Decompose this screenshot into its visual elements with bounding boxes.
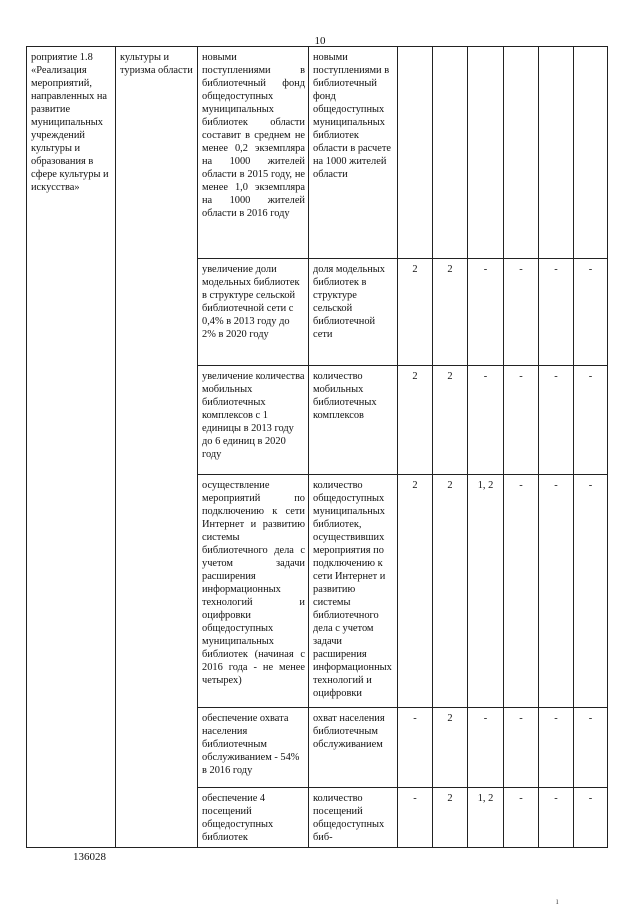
expected-result-cell: осуществление мероприятий по подключению к сети Интернет и развитию системы библиотечного дела с учетом задачи расширения информационных технологий и оцифровки общедоступных муниципальных библиотек (начиная с 2016 года - не менее четырех) [198,475,309,708]
value-cell: - [504,366,539,475]
value-cell: - [574,708,608,788]
document-code: 136028 [73,851,106,863]
expected-result-cell: увеличение количества мобильных библиотечных комплексов с 1 единицы в 2013 году до 6 единиц в 2020 году [198,366,309,475]
value-cell: - [468,366,504,475]
measure-name-cell: роприятие 1.8 «Реализация мероприятий, направленных на развитие муниципальных учреждений культуры и образования в сфере культуры и искусства» [27,47,116,848]
expected-result-cell: новыми поступлениями в библиотечный фонд общедоступных муниципальных библиотек области составит в среднем не менее 0,2 экземпляра на 1000 жителей области в 2015 году, не менее 1,0 экземпляра на 1000 жителей области в 2016 году [198,47,309,259]
measures-table [26,46,608,848]
value-cell: 2 [398,475,433,708]
value-cell: - [539,475,574,708]
value-cell: - [398,708,433,788]
value-cell: - [539,259,574,366]
value-cell: 2 [433,708,468,788]
value-cell: - [504,475,539,708]
expected-result-cell: увеличение доли модельных библиотек в структуре сельской библиотечной сети с 0,4% в 2013 году до 2% в 2020 году [198,259,309,366]
value-cell [574,47,608,259]
value-cell: - [539,366,574,475]
expected-result-cell: обеспечение 4 посещений общедоступных библиотек [198,788,309,848]
executor-cell: культуры и туризма области [116,47,198,848]
indicator-cell: новыми поступлениями в библиотечный фонд общедоступных муниципальных библиотек области в расчете на 1000 жителей области [309,47,398,259]
value-cell: 2 [398,259,433,366]
value-cell: - [398,788,433,848]
expected-result-cell: обеспечение охвата населения библиотечным обслуживанием - 54% в 2016 году [198,708,309,788]
value-cell: 2 [433,788,468,848]
value-cell [433,47,468,259]
value-cell [539,47,574,259]
page-number: 10 [314,35,326,47]
value-cell: - [504,788,539,848]
value-cell: - [504,259,539,366]
value-cell [398,47,433,259]
value-cell [504,47,539,259]
value-cell: 2 [433,475,468,708]
indicator-cell: доля модельных библиотек в структуре сельской библиотечной сети [309,259,398,366]
indicator-cell: количество общедоступных муниципальных библиотек, осуществивших мероприятия по подключению к сети Интернет и развитию системы библиотечного дела с учетом задачи расширения информационных технологий и оцифровки [309,475,398,708]
value-cell: - [539,708,574,788]
value-cell: 2 [433,259,468,366]
scan-mark: ı [556,896,559,906]
value-cell: - [574,259,608,366]
table-row [27,47,608,259]
value-cell: - [468,708,504,788]
value-cell: 1, 2 [468,788,504,848]
value-cell: - [468,259,504,366]
value-cell: - [574,788,608,848]
indicator-cell: количество посещений общедоступных биб- [309,788,398,848]
indicator-cell: количество мобильных библиотечных комплексов [309,366,398,475]
indicator-cell: охват населения библиотечным обслуживанием [309,708,398,788]
value-cell: - [539,788,574,848]
value-cell: - [574,475,608,708]
value-cell: 2 [433,366,468,475]
value-cell: - [574,366,608,475]
value-cell: 1, 2 [468,475,504,708]
value-cell [468,47,504,259]
value-cell: - [504,708,539,788]
value-cell: 2 [398,366,433,475]
